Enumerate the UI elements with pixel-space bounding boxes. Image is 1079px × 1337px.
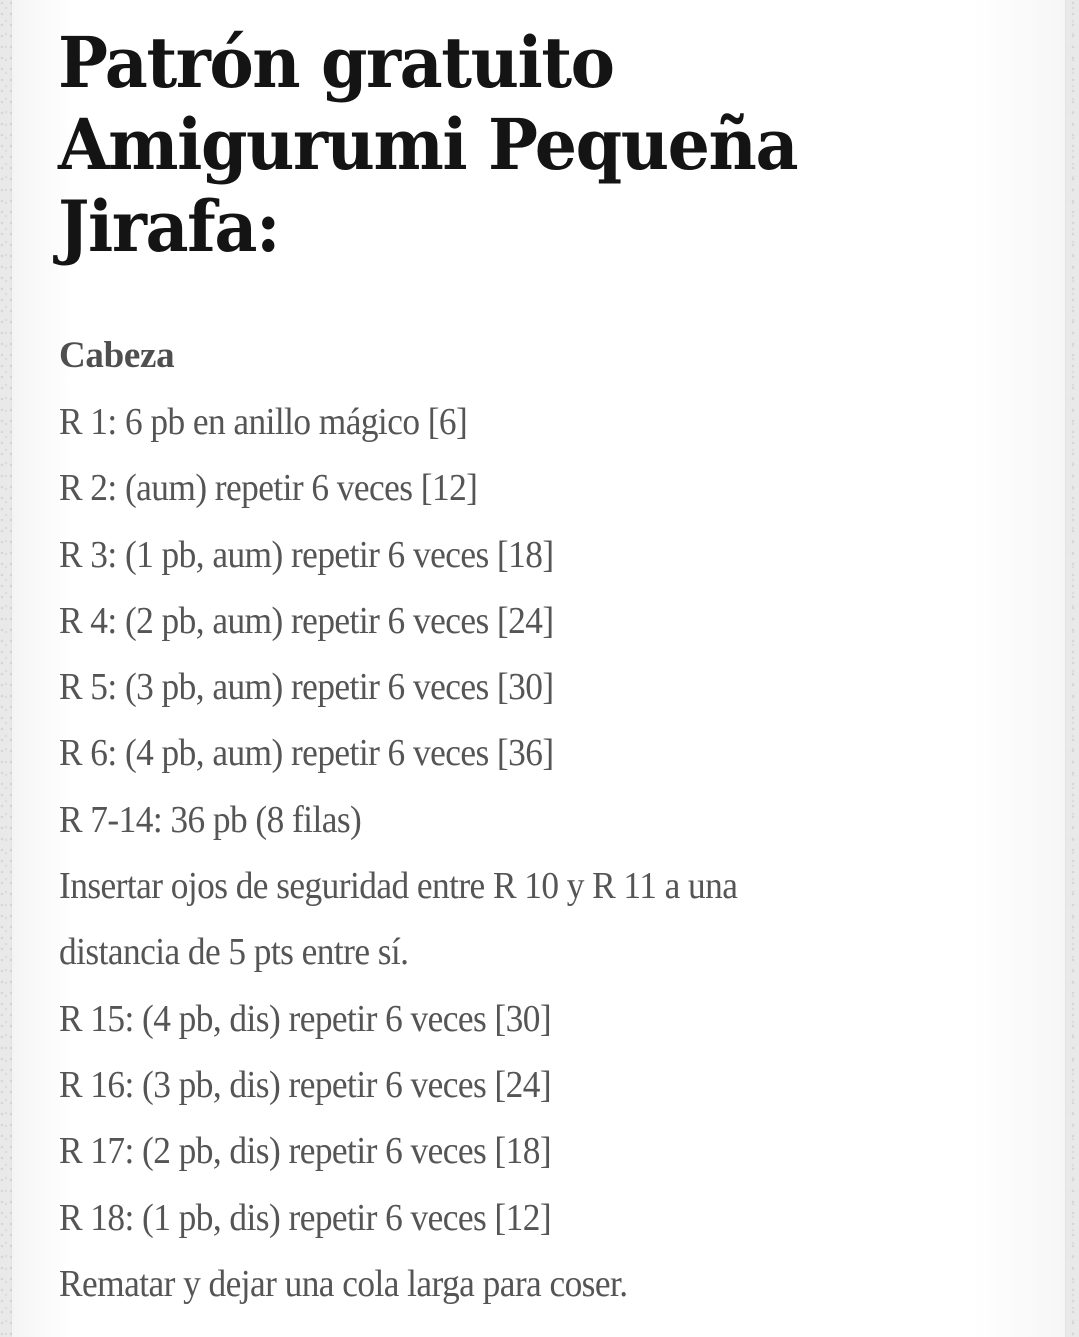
pattern-row: R 18: (1 pb, dis) repetir 6 veces [12] (59, 1196, 552, 1239)
pattern-row: R 4: (2 pb, aum) repetir 6 veces [24] (59, 599, 554, 642)
pattern-row: R 16: (3 pb, dis) repetir 6 veces [24] (59, 1063, 552, 1106)
pattern-row: R 1: 6 pb en anillo mágico [6] (59, 401, 468, 443)
article-page (12, 0, 1065, 1337)
pattern-row: R 15: (4 pb, dis) repetir 6 veces [30] (59, 997, 552, 1040)
pattern-row: R 7-14: 36 pb (8 filas) (59, 798, 362, 841)
pattern-section (59, 323, 1039, 1317)
pattern-instruction: Rematar y dejar una cola larga para coser. (59, 1262, 628, 1305)
pattern-row: R 5: (3 pb, aum) repetir 6 veces [30] (59, 666, 554, 709)
pattern-row: R 6: (4 pb, aum) repetir 6 veces [36] (59, 732, 554, 775)
pattern-row: R 2: (aum) repetir 6 veces [12] (59, 467, 478, 510)
pattern-row: R 17: (2 pb, dis) repetir 6 veces [18] (59, 1130, 552, 1173)
pattern-instruction: Insertar ojos de seguridad entre R 10 y R 11 a una (59, 865, 738, 908)
article-title: Patrón gratuito Amigurumi Pequeña Jirafa: (58, 21, 798, 268)
pattern-instruction: distancia de 5 pts entre sí. (59, 931, 409, 974)
section-heading-cabeza: Cabeza (59, 335, 175, 376)
pattern-row: R 3: (1 pb, aum) repetir 6 veces [18] (59, 533, 554, 576)
